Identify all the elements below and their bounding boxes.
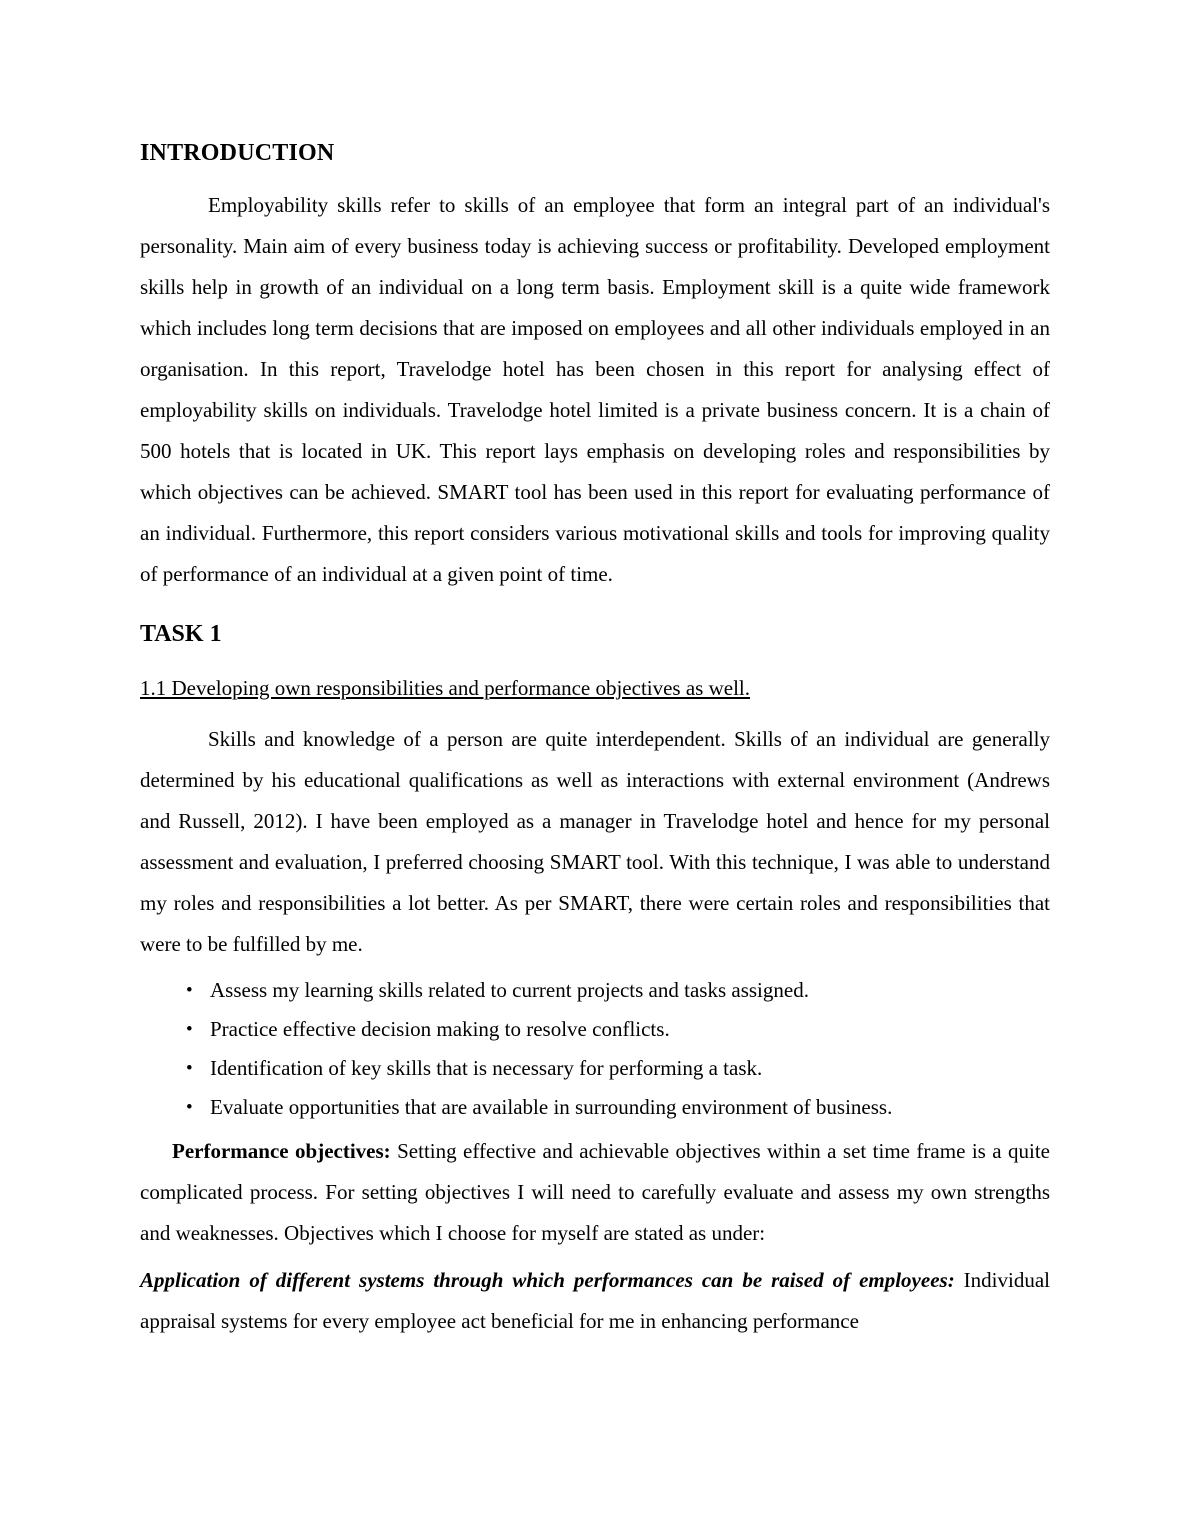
- performance-objectives-text: Setting effective and achievable objectives within a set time frame is a quite complicated process. For setting objectives I will need to carefully evaluate and assess my own strengths and weaknesses. Objectives which I choose for myself are stated as under:: [140, 1139, 1051, 1245]
- bullet-icon: •: [186, 1097, 193, 1118]
- introduction-paragraph: Employability skills refer to skills of an employee that form an integral part of an individual's personality. Main aim of every business today is achieving success or profitability. Developed employment skills help in growth of an individual on a long term basis. Employment skill is a quite wide framework which includes long term decisions that are imposed on employees and all other individuals employed in an organisation. In this report, Travelodge hotel has been chosen in this report for analysing effect of employability skills on individuals. Travelodge hotel limited is a private business concern. It is a chain of 500 hotels that is located in UK. This report lays emphasis on developing roles and responsibilities by which objectives can be achieved. SMART tool has been used in this report for evaluating performance of an individual. Furthermore, this report considers various motivational skills and tools for improving quality of performance of an individual at a given point of time.: [140, 193, 1050, 586]
- bullet-text: Identification of key skills that is necessary for performing a task.: [210, 1056, 763, 1080]
- bullet-icon: •: [186, 980, 193, 1001]
- bullet-text: Assess my learning skills related to current projects and tasks assigned.: [210, 978, 809, 1002]
- list-item: [186, 1049, 1050, 1088]
- list-item: [186, 1010, 1050, 1049]
- introduction-heading: INTRODUCTION: [140, 140, 335, 166]
- section-1-1-heading: 1.1 Developing own responsibilities and performance objectives as well.: [140, 676, 751, 700]
- responsibilities-bullet-list: [140, 971, 1050, 1127]
- application-systems-paragraph: [140, 1260, 1050, 1342]
- bullet-text: Practice effective decision making to resolve conflicts.: [210, 1017, 670, 1041]
- performance-objectives-paragraph: [140, 1131, 1050, 1254]
- bullet-icon: •: [186, 1058, 193, 1079]
- bullet-text: Evaluate opportunities that are available in surrounding environment of business.: [210, 1095, 893, 1119]
- bullet-icon: •: [186, 1019, 193, 1040]
- task1-heading: TASK 1: [140, 621, 222, 647]
- performance-objectives-label: Performance objectives:: [172, 1139, 391, 1163]
- section-1-1-paragraph: Skills and knowledge of a person are quite interdependent. Skills of an individual are generally determined by his educational qualifications as well as interactions with external environment (Andrews and Russell, 2012). I have been employed as a manager in Travelodge hotel and hence for my personal assessment and evaluation, I preferred choosing SMART tool. With this technique, I was able to understand my roles and responsibilities a lot better. As per SMART, there were certain roles and responsibilities that were to be fulfilled by me.: [140, 727, 1050, 956]
- application-systems-label: Application of different systems through which performances can be raised of employees:: [140, 1268, 955, 1292]
- list-item: [186, 971, 1050, 1010]
- list-item: [186, 1088, 1050, 1127]
- application-systems-text: Individual appraisal systems for every employee act beneficial for me in enhancing performance: [140, 1268, 1050, 1333]
